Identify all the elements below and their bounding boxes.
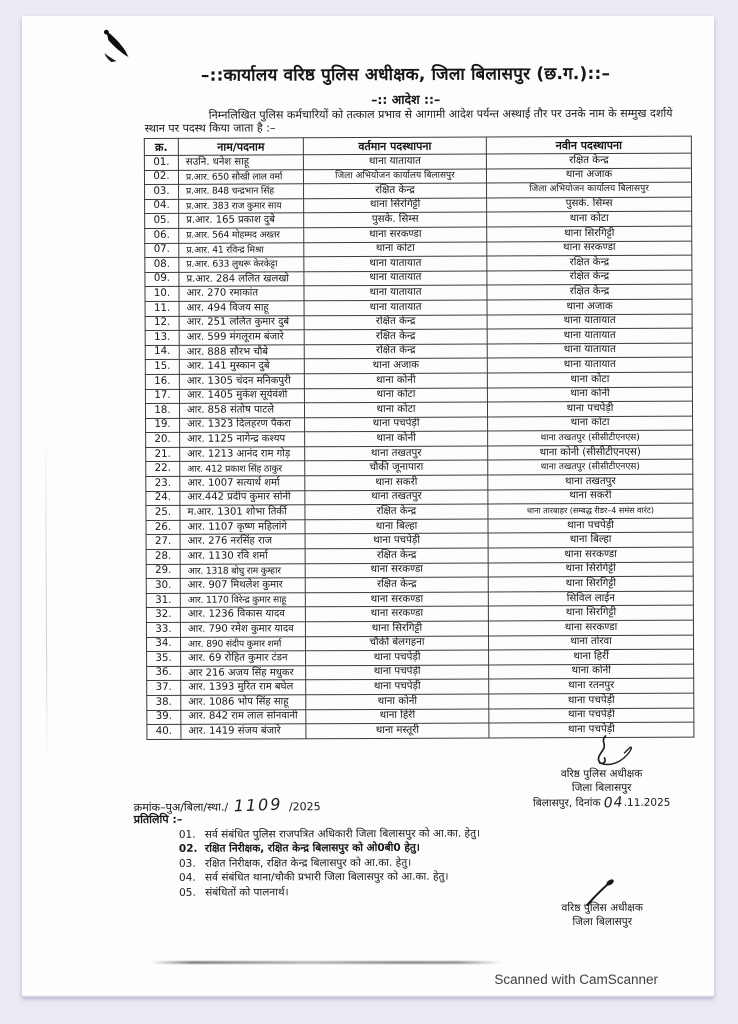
row-new-posting: थाना पचपेड़ी xyxy=(487,401,692,416)
row-current-posting: थाना बिल्हा xyxy=(305,519,488,534)
row-name: आर. 1086 भोप सिंह साहू xyxy=(181,695,306,710)
row-serial: 23. xyxy=(146,476,180,491)
row-current-posting: थाना पचपेड़ी xyxy=(306,679,489,694)
row-current-posting: थाना पचपेड़ी xyxy=(305,417,488,432)
row-name: आर. 1419 संजय बंजारे xyxy=(181,724,306,739)
row-current-posting: रक्षित केन्द्र xyxy=(305,548,488,563)
header-serial: क्र. xyxy=(144,138,178,155)
row-name: म.आर. 1301 शोभा तिर्की xyxy=(180,505,305,520)
row-serial: 05. xyxy=(145,214,179,229)
row-current-posting: रक्षित केन्द्र xyxy=(304,315,487,330)
signature-block-2 xyxy=(514,902,690,930)
copy-item-number: 03. xyxy=(178,857,196,870)
row-current-posting: थाना यातायात xyxy=(304,271,487,286)
row-name: आर. 251 ललित कुमार दुबे xyxy=(179,315,304,330)
handwritten-ref-number: 1109 xyxy=(233,794,284,816)
row-current-posting: रक्षित केन्द्र xyxy=(305,577,488,592)
row-name: आर. 270 रमाकांत xyxy=(179,286,304,301)
row-current-posting: रक्षित केन्द्र xyxy=(304,344,487,359)
row-new-posting: थाना कोनी xyxy=(487,387,692,402)
row-name: आर. 858 संतोष पाटले xyxy=(179,403,304,418)
row-current-posting: चौकी जूनापारा xyxy=(305,460,488,475)
row-serial: 40. xyxy=(147,724,181,739)
row-new-posting: थाना सरकण्डा xyxy=(488,620,693,635)
row-name: आर. 1107 कृष्ण महिलांगे xyxy=(180,520,305,535)
row-new-posting: थाना पचपेड़ी xyxy=(488,518,693,533)
row-serial: 38. xyxy=(147,695,181,710)
row-serial: 09. xyxy=(145,272,179,287)
row-name: प्र.आर. 848 चन्द्रभान सिंह xyxy=(179,184,304,199)
row-serial: 02. xyxy=(144,170,178,185)
handwritten-date: 04 xyxy=(603,794,625,812)
row-serial: 31. xyxy=(146,593,180,608)
row-new-posting: थाना तखतपुर (सीसीटीएनएस) xyxy=(488,460,693,475)
row-name: आर 216 अजय सिंह मधुकर xyxy=(181,666,306,681)
row-name: प्र.आर. 564 मोहम्मद अख्तर xyxy=(179,228,304,243)
row-serial: 26. xyxy=(146,520,180,535)
row-serial: 01. xyxy=(144,155,178,170)
row-serial: 33. xyxy=(146,622,180,637)
row-new-posting: थाना सिरगिट्टी xyxy=(488,576,693,591)
row-current-posting: थाना तखतपुर xyxy=(305,490,488,505)
row-current-posting: थाना कोटा xyxy=(304,242,487,257)
row-new-posting: थाना तखतपुर xyxy=(488,474,693,489)
row-serial: 10. xyxy=(145,287,179,302)
row-serial: 25. xyxy=(146,506,180,521)
header-new-posting: नवीन पदस्थापना xyxy=(486,136,691,154)
row-name: प्र.आर. 633 लुथरू केरकेट्टा xyxy=(179,257,304,272)
row-serial: 15. xyxy=(145,360,179,375)
row-current-posting: थाना सरकण्डा xyxy=(304,227,487,242)
row-current-posting: थाना कोनी xyxy=(304,373,487,388)
copy-list-item xyxy=(179,884,480,900)
transfer-table xyxy=(144,136,695,740)
row-name: आर. 141 मुस्कान दुबे xyxy=(179,359,304,374)
row-name: आर. 888 सौरभ चौबे xyxy=(179,344,304,359)
row-new-posting: पुसके. सिम्स xyxy=(487,197,692,212)
row-serial: 12. xyxy=(145,316,179,331)
row-name: आर. 1007 सत्यार्थ शर्मा xyxy=(180,476,305,491)
row-current-posting: थाना सिरगिट्टी xyxy=(305,621,488,636)
row-name: आर. 890 संदीप कुमार शर्मा xyxy=(180,636,305,651)
row-serial: 13. xyxy=(145,330,179,345)
row-serial: 06. xyxy=(145,228,179,243)
row-current-posting: थाना कोनी xyxy=(305,431,488,446)
row-name: आर. 494 विजय साहू xyxy=(179,301,304,316)
row-name: प्र.आर. 41 रविन्द्र मिश्रा xyxy=(179,242,304,257)
row-serial: 34. xyxy=(146,637,180,652)
row-new-posting: थाना यातायात xyxy=(487,328,692,343)
row-current-posting: थाना हिर्री xyxy=(306,709,489,724)
row-name: आर. 1130 रवि शर्मा xyxy=(180,549,305,564)
camscanner-watermark: Scanned with CamScanner xyxy=(494,972,658,987)
row-name: आर. 69 रोहित कुमार टंडन xyxy=(181,651,306,666)
row-current-posting: चौकी बेलगहना xyxy=(305,636,488,651)
copy-item-number: 05. xyxy=(179,886,196,899)
row-new-posting: थाना तखतपुर (सीसीटीएनएस) xyxy=(488,430,693,445)
row-current-posting: थाना कोटा xyxy=(304,387,487,402)
row-new-posting: थाना यातायात xyxy=(487,314,692,329)
row-serial: 28. xyxy=(146,549,180,564)
scan-smear-line xyxy=(150,961,502,964)
row-current-posting: थाना अजाक xyxy=(304,358,487,373)
copy-item-number: 01. xyxy=(178,828,196,841)
row-name: सउनि. धनेश साहू xyxy=(178,155,303,170)
row-name: आर. 842 राम लाल सोनवानी xyxy=(181,709,306,724)
row-name: आर. 1323 दिलहरण पैकरा xyxy=(180,417,305,432)
row-current-posting: थाना पचपेड़ी xyxy=(306,650,489,665)
row-new-posting: थाना सिरगिट्टी xyxy=(488,605,693,620)
row-serial: 36. xyxy=(147,666,181,681)
row-new-posting: थाना सकरी xyxy=(488,489,693,504)
copies-label: प्रतिलिपि :– xyxy=(133,812,183,827)
row-name: प्र.आर. 284 ललित खलखो xyxy=(179,272,304,287)
page-edge-shadow xyxy=(22,995,714,997)
row-name: आर. 1125 नागेन्द्र कश्यप xyxy=(180,432,305,447)
row-new-posting: थाना सरकण्डा xyxy=(488,547,693,562)
row-name: आर. 276 नरसिंह राज xyxy=(180,534,305,549)
row-serial: 04. xyxy=(145,199,179,214)
copy-item-text: रक्षित निरीक्षक, रक्षित केन्द्र बिलासपुर को ओ0बी0 हेतु। xyxy=(204,842,420,856)
row-current-posting: थाना यातायात xyxy=(304,256,487,271)
copy-list xyxy=(179,827,480,900)
row-current-posting: जिला अभियोजन कार्यालय बिलासपुर xyxy=(303,169,486,184)
row-new-posting: थाना कोटा xyxy=(487,372,692,387)
row-serial: 20. xyxy=(146,433,180,448)
row-serial: 17. xyxy=(145,389,179,404)
row-new-posting: थाना हिर्री xyxy=(489,649,694,664)
row-new-posting: रक्षित केन्द्र xyxy=(487,270,692,285)
row-current-posting: पुसके. सिम्स xyxy=(304,212,487,227)
copy-item-number: 04. xyxy=(179,871,196,885)
signatory2-title: वरिष्ठ पुलिस अधीक्षक xyxy=(561,901,643,915)
copy-list-item xyxy=(179,841,480,857)
row-current-posting: थाना यातायात xyxy=(304,300,487,315)
signature-block xyxy=(514,767,690,811)
row-current-posting: रक्षित केन्द्र xyxy=(305,504,488,519)
copy-item-text: सर्व संबंधित पुलिस राजपत्रित अधिकारी जिला बिलासपुर को आ.का. हेतु। xyxy=(204,827,481,841)
row-name: प्र.आर. 383 राज कुमार साय xyxy=(179,199,304,214)
row-new-posting: थाना सिरगिट्टी xyxy=(488,562,693,577)
document-content xyxy=(20,14,716,998)
row-new-posting: थाना सिरगिट्टी xyxy=(487,226,692,241)
row-current-posting: थाना सरकण्डा xyxy=(305,606,488,621)
row-new-posting: रक्षित केन्द्र xyxy=(486,153,691,168)
row-serial: 35. xyxy=(147,652,181,667)
row-serial: 03. xyxy=(145,185,179,200)
row-name: आर. 1170 विरेन्द्र कुमार साहू xyxy=(180,593,305,608)
row-new-posting: थाना यातायात xyxy=(487,357,692,372)
header-current-posting: वर्तमान पदस्थापना xyxy=(303,137,486,155)
row-new-posting: थाना कोटा xyxy=(487,211,692,226)
signatory2-district: जिला बिलासपुर xyxy=(572,915,633,928)
row-current-posting: थाना मस्तूरी xyxy=(306,723,489,738)
copy-list-item xyxy=(179,855,480,871)
row-name: आर. 1393 मुरित राम बघेल xyxy=(181,680,306,695)
row-new-posting: थाना पचपेड़ी xyxy=(489,722,694,737)
row-new-posting: थाना पचपेड़ी xyxy=(489,693,694,708)
row-new-posting: रक्षित केन्द्र xyxy=(487,255,692,270)
row-current-posting: रक्षित केन्द्र xyxy=(304,329,487,344)
row-current-posting: थाना तखतपुर xyxy=(305,446,488,461)
signatory-title: वरिष्ठ पुलिस अधीक्षक xyxy=(560,767,643,781)
row-new-posting: थाना कोनी xyxy=(489,664,694,679)
row-name: आर. 1236 विकास यादव xyxy=(180,607,305,622)
row-current-posting: रक्षित केन्द्र xyxy=(304,183,487,198)
row-current-posting: थाना कोटा xyxy=(304,402,487,417)
row-new-posting: थाना अजाक xyxy=(486,168,691,183)
row-serial: 30. xyxy=(146,579,180,594)
row-new-posting: थाना पचपेड़ी xyxy=(489,708,694,723)
row-serial: 19. xyxy=(146,418,180,433)
row-new-posting: थाना कोनी (सीसीटीएनएस) xyxy=(488,445,693,460)
copy-item-text: रक्षित निरीक्षक, रक्षित केन्द्र बिलासपुर को आ.का. हेतु। xyxy=(204,856,412,870)
row-name: आर. 1405 मुकेश सूर्यवंशी xyxy=(179,388,304,403)
row-current-posting: थाना सरकण्डा xyxy=(305,592,488,607)
row-current-posting: थाना सकरी xyxy=(305,475,488,490)
row-serial: 14. xyxy=(145,345,179,360)
row-serial: 22. xyxy=(146,462,180,477)
row-new-posting: जिला अभियोजन कार्यालय बिलासपुर xyxy=(487,182,692,197)
copy-list-item xyxy=(179,870,480,886)
row-new-posting: थाना तोरवा xyxy=(488,635,693,650)
row-new-posting: थाना यातायात xyxy=(487,343,692,358)
row-name: आर. 790 रमेश कुमार यादव xyxy=(180,622,305,637)
row-name: आर. 1305 चंदन मनिकपुरी xyxy=(179,374,304,389)
row-new-posting: थाना सरकण्डा xyxy=(487,241,692,256)
copy-item-text: सर्व संबंधित थाना/चौकी प्रभारी जिला बिलासपुर को आ.का. हेतु। xyxy=(205,870,449,884)
row-current-posting: थाना सिरगिट्टी xyxy=(304,198,487,213)
row-name: आर. 1318 बोधु राम कुम्हार xyxy=(180,563,305,578)
row-serial: 21. xyxy=(146,447,180,462)
row-name: आर. 1213 आनंद राम गोड़ xyxy=(180,447,305,462)
row-serial: 11. xyxy=(145,301,179,316)
row-serial: 18. xyxy=(145,403,179,418)
copy-item-number: 02. xyxy=(178,843,198,856)
row-serial: 27. xyxy=(146,535,180,550)
document-page xyxy=(22,16,714,997)
date-line: बिलासपुर, दिनांक 04.11.2025 xyxy=(532,794,671,812)
document-title: –::कार्यालय वरिष्ठ पुलिस अधीक्षक, जिला बिलासपुर (छ.ग.)::– xyxy=(200,63,611,86)
row-current-posting: थाना कोनी xyxy=(306,694,489,709)
header-name: नाम/पदनाम xyxy=(178,138,303,156)
row-serial: 08. xyxy=(145,257,179,272)
reference-number-line: क्रमांक–पुअ/बिला/स्था./ 1109 /2025 xyxy=(133,794,321,816)
row-name: आर. 599 मंगलूराम बंजारे xyxy=(179,330,304,345)
row-current-posting: थाना पचपेड़ी xyxy=(305,533,488,548)
row-serial: 29. xyxy=(146,564,180,579)
row-new-posting: थाना रतनपुर xyxy=(489,678,694,693)
row-current-posting: थाना यातायात xyxy=(304,285,487,300)
row-name: आर. 412 प्रकाश सिंह ठाकुर xyxy=(180,461,305,476)
copy-list-item xyxy=(179,827,480,843)
row-serial: 07. xyxy=(145,243,179,258)
copy-item-text: संबंधितों को पालनार्थ। xyxy=(205,885,289,899)
row-new-posting: थाना तारबाहर (सम्बद्ध रीडर–4 समंस वारंट) xyxy=(488,503,693,518)
row-name: आर. 907 मिथलेश कुमार xyxy=(180,578,305,593)
row-serial: 24. xyxy=(146,491,180,506)
transfer-table-body xyxy=(144,153,694,739)
row-new-posting: रक्षित केन्द्र xyxy=(487,284,692,299)
intro-paragraph: निम्नलिखित पुलिस कर्मचारियों को तत्काल प्रभाव से आगामी आदेश पर्यन्त अस्थाई तौर पर उनके नाम के सम्मुख दर्शाये स्थान पर पदस्थ किया जाता है :– xyxy=(144,106,673,135)
row-serial: 39. xyxy=(147,710,181,725)
page-fold-line xyxy=(45,431,47,761)
order-heading: –:: आदेश ::– xyxy=(371,91,441,107)
row-serial: 16. xyxy=(145,374,179,389)
row-serial: 37. xyxy=(147,681,181,696)
row-new-posting: थाना कोटा xyxy=(488,416,693,431)
row-name: प्र.आर. 165 प्रकाश दुबे xyxy=(179,213,304,228)
row-new-posting: सिविल लाईन xyxy=(488,591,693,606)
row-name: प्र.आर. 650 सौखी लाल वर्मा xyxy=(178,169,303,184)
row-name: आर.442 प्रदीप कुमार सोनी xyxy=(180,490,305,505)
row-current-posting: थाना सरकण्डा xyxy=(305,563,488,578)
row-serial: 32. xyxy=(146,608,180,623)
row-new-posting: थाना अजाक xyxy=(487,299,692,314)
signatory-district: जिला बिलासपुर xyxy=(571,781,632,795)
row-current-posting: थाना यातायात xyxy=(303,154,486,169)
row-current-posting: थाना पचपेड़ी xyxy=(306,665,489,680)
row-new-posting: थाना बिल्हा xyxy=(488,533,693,548)
